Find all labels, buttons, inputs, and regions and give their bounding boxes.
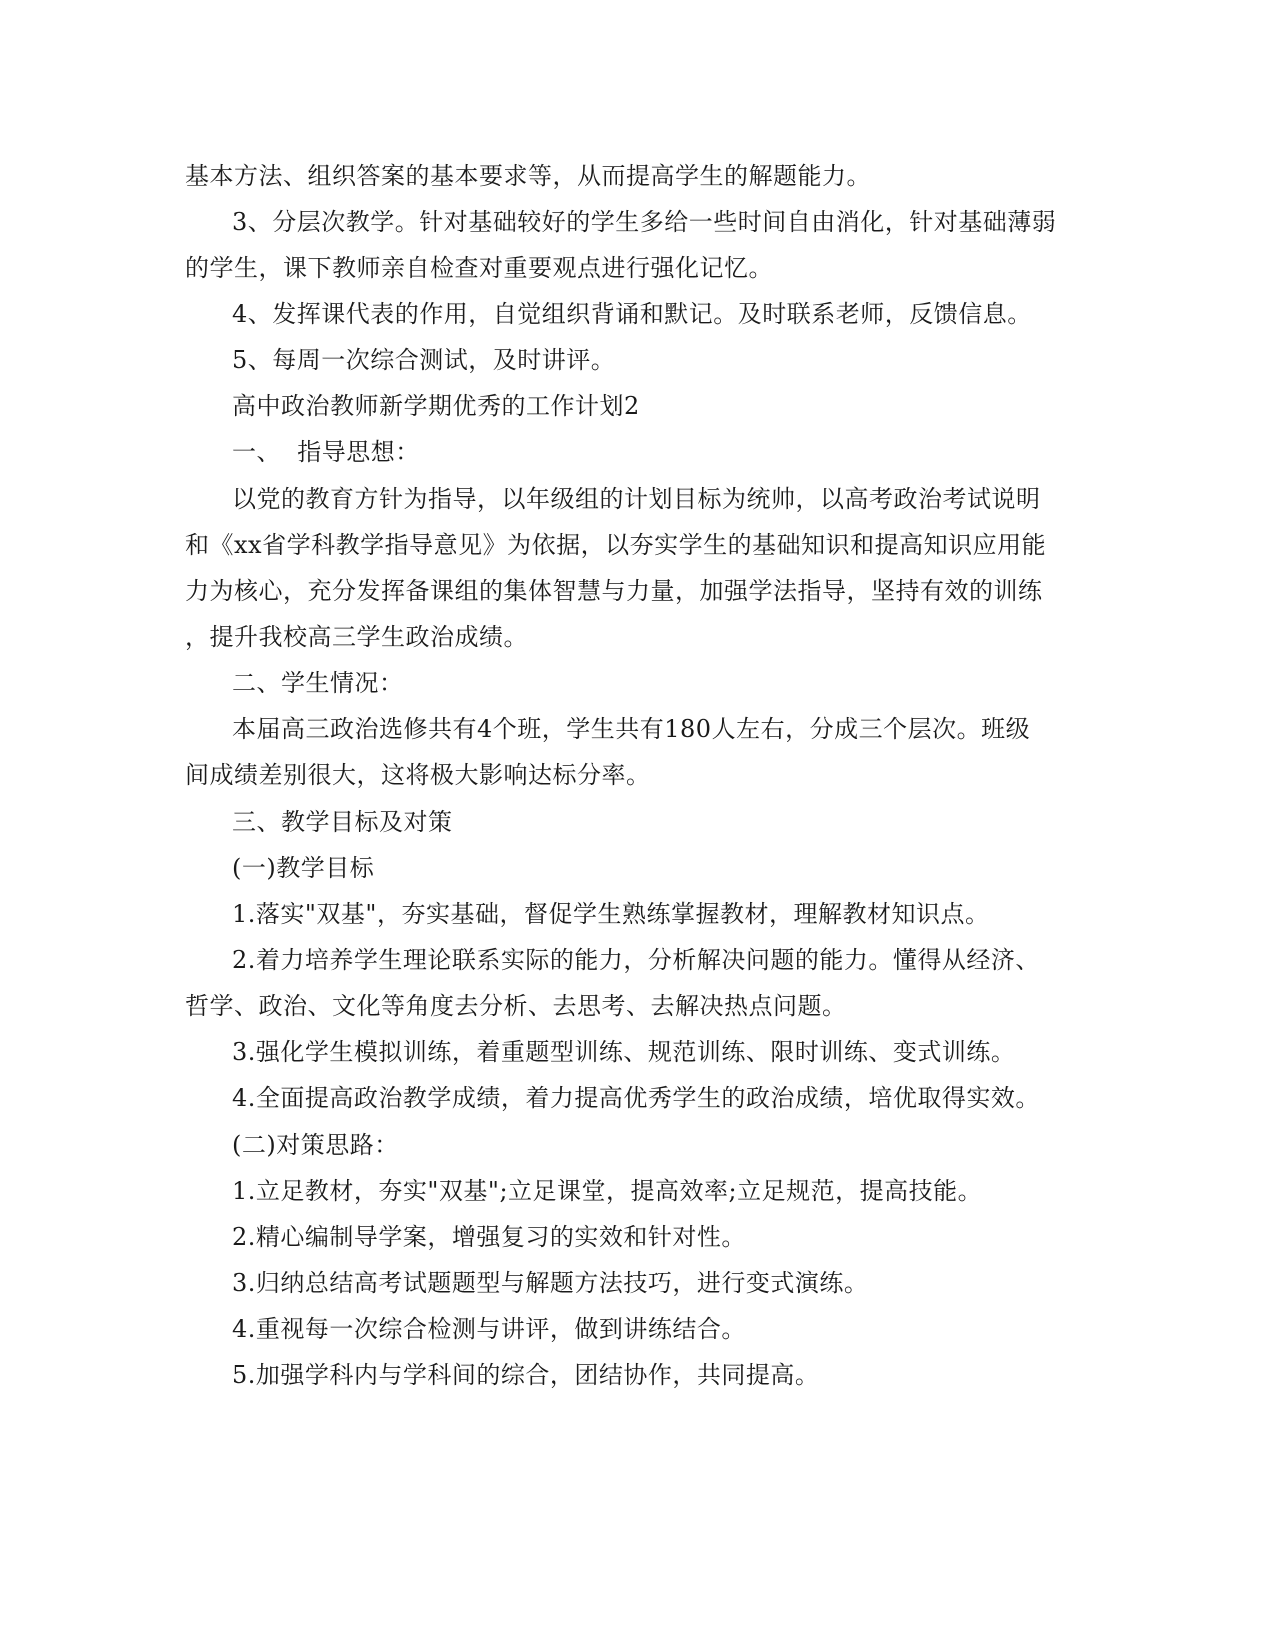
list-item: 1.落实"双基"，夯实基础，督促学生熟练掌握教材，理解教材知识点。 <box>232 900 990 928</box>
list-item: 2.着力培养学生理论联系实际的能力，分析解决问题的能力。懂得从经济、 <box>232 946 1040 974</box>
text-line: 以党的教育方针为指导，以年级组的计划目标为统帅，以高考政治考试说明 <box>232 485 1041 513</box>
text-line: 本届高三政治选修共有4个班，学生共有180人左右，分成三个层次。班级 <box>232 715 1031 743</box>
list-item: 3.归纳总结高考试题题型与解题方法技巧，进行变式演练。 <box>232 1269 869 1297</box>
text-line: ，提升我校高三学生政治成绩。 <box>185 623 528 651</box>
heading-student-situation: 二、学生情况： <box>232 669 404 697</box>
text-line: 力为核心，充分发挥备课组的集体智慧与力量，加强学法指导，坚持有效的训练 <box>185 577 1043 605</box>
text-line: 5、每周一次综合测试，及时讲评。 <box>232 346 616 374</box>
text-line: 3、分层次教学。针对基础较好的学生多给一些时间自由消化，针对基础薄弱 <box>232 208 1057 236</box>
text-line: 的学生，课下教师亲自检查对重要观点进行强化记忆。 <box>185 254 773 282</box>
subheading-strategy-ideas: (二)对策思路： <box>232 1131 399 1159</box>
text-line: 间成绩差别很大，这将极大影响达标分率。 <box>185 761 651 789</box>
subheading-teaching-goals: (一)教学目标 <box>232 854 375 882</box>
text-line: 基本方法、组织答案的基本要求等，从而提高学生的解题能力。 <box>185 162 871 190</box>
text-line: 4、发挥课代表的作用，自觉组织背诵和默记。及时联系老师，反馈信息。 <box>232 300 1032 328</box>
list-item: 1.立足教材，夯实"双基";立足课堂，提高效率;立足规范，提高技能。 <box>232 1177 983 1205</box>
section-title: 高中政治教师新学期优秀的工作计划2 <box>232 392 640 420</box>
list-item: 2.精心编制导学案，增强复习的实效和针对性。 <box>232 1223 746 1251</box>
heading-guiding-thought: 一、 指导思想： <box>232 438 420 466</box>
heading-goals-strategies: 三、教学目标及对策 <box>232 808 453 836</box>
list-item: 4.重视每一次综合检测与讲评，做到讲练结合。 <box>232 1315 746 1343</box>
list-item: 5.加强学科内与学科间的综合，团结协作，共同提高。 <box>232 1361 820 1389</box>
list-item: 3.强化学生模拟训练，着重题型训练、规范训练、限时训练、变式训练。 <box>232 1038 1016 1066</box>
list-item: 4.全面提高政治教学成绩，着力提高优秀学生的政治成绩，培优取得实效。 <box>232 1084 1040 1112</box>
text-line: 哲学、政治、文化等角度去分析、去思考、去解决热点问题。 <box>185 992 847 1020</box>
text-line: 和《xx省学科教学指导意见》为依据，以夯实学生的基础知识和提高知识应用能 <box>185 531 1047 559</box>
